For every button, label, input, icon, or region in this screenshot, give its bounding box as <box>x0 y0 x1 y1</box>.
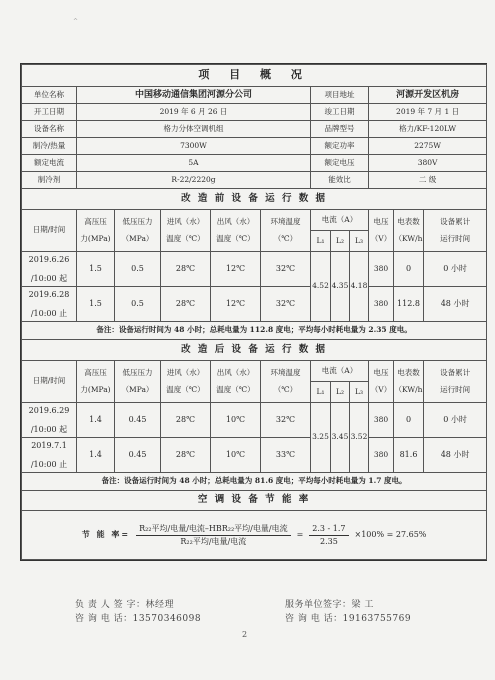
refrigerant-label: 制冷剂 <box>22 172 77 189</box>
section-title-saving: 空 调 设 备 节 能 率 <box>22 491 487 511</box>
header-high-pressure: 高压压 力(MPa) <box>77 361 115 403</box>
cell-high-pressure: 1.4 <box>77 438 115 473</box>
header-l3: L₃ <box>350 231 369 252</box>
header-inlet-temp: 进风（水） 温度（℃） <box>161 361 211 403</box>
cell-meter: 0 <box>394 403 424 438</box>
rated-power-label: 额定功率 <box>311 138 369 155</box>
header-voltage: 电压 （V） <box>369 361 394 403</box>
saving-result: ×100% = 27.65% <box>354 530 427 540</box>
header-l3: L₃ <box>350 382 369 403</box>
model: 格力/KF-120LW <box>369 121 487 138</box>
cooling: 7300W <box>77 138 311 155</box>
end-date-label: 竣工日期 <box>311 104 369 121</box>
cell-voltage: 380 <box>369 252 394 287</box>
cell-runtime: 48 小时 <box>424 438 487 473</box>
cell-high-pressure: 1.5 <box>77 252 115 287</box>
scan-mark: ^ <box>73 18 79 25</box>
cell-outlet-temp: 12℃ <box>211 287 261 322</box>
row-datetime: 2019.6.28 /10:00 止 <box>22 287 77 322</box>
cell-meter: 81.6 <box>394 438 424 473</box>
efficiency-label: 能效比 <box>311 172 369 189</box>
section-title-before: 改 造 前 设 备 运 行 数 据 <box>22 189 487 210</box>
project-overview-table <box>20 63 487 561</box>
header-runtime: 设备累计 运行时间 <box>424 361 487 403</box>
rated-voltage: 380V <box>369 155 487 172</box>
table-row <box>22 438 487 473</box>
cell-ambient-temp: 32℃ <box>261 287 311 322</box>
header-current: 电流（A） <box>311 210 369 231</box>
unit-name-label: 单位名称 <box>22 87 77 104</box>
cell-outlet-temp: 10℃ <box>211 438 261 473</box>
header-meter: 电表数 （KW/h <box>394 210 424 252</box>
page-title: 项 目 概 况 <box>22 65 487 87</box>
start-date-label: 开工日期 <box>22 104 77 121</box>
formula-equals: = <box>296 530 304 540</box>
saving-formula <box>22 511 487 560</box>
rated-current-label: 额定电流 <box>22 155 77 172</box>
header-outlet-temp: 出风（水） 温度（℃） <box>211 210 261 252</box>
header-ambient-temp: 环境温度 （℃） <box>261 361 311 403</box>
header-current: 电流（A） <box>311 361 369 382</box>
cell-ambient-temp: 32℃ <box>261 403 311 438</box>
header-runtime: 设备累计 运行时间 <box>424 210 487 252</box>
cooling-label: 制冷/热量 <box>22 138 77 155</box>
row-datetime: 2019.7.1 /10:00 止 <box>22 438 77 473</box>
cell-current-l2: 3.45 <box>331 403 350 473</box>
cell-inlet-temp: 28℃ <box>161 438 211 473</box>
header-meter: 电表数 （KW/h <box>394 361 424 403</box>
cell-meter: 0 <box>394 252 424 287</box>
cell-outlet-temp: 10℃ <box>211 403 261 438</box>
row-datetime: 2019.6.29 /10:00 起 <box>22 403 77 438</box>
cell-inlet-temp: 28℃ <box>161 403 211 438</box>
cell-inlet-temp: 28℃ <box>161 252 211 287</box>
header-inlet-temp: 进风（水） 温度（℃） <box>161 210 211 252</box>
model-label: 品牌型号 <box>311 121 369 138</box>
responsible-signature: 负 责 人 签 字：林经理 <box>75 600 174 610</box>
cell-inlet-temp: 28℃ <box>161 287 211 322</box>
header-l1: L₁ <box>311 382 331 403</box>
header-l2: L₂ <box>331 231 350 252</box>
header-low-pressure: 低压压力 （MPa） <box>115 361 161 403</box>
refrigerant: R-22/2220g <box>77 172 311 189</box>
row-datetime: 2019.6.26 /10:00 起 <box>22 252 77 287</box>
efficiency: 二 级 <box>369 172 487 189</box>
cell-low-pressure: 0.5 <box>115 252 161 287</box>
header-ambient-temp: 环境温度 （℃） <box>261 210 311 252</box>
service-signature: 服务单位签字：梁 工 <box>285 600 374 610</box>
cell-meter: 112.8 <box>394 287 424 322</box>
cell-current-l3: 4.18 <box>350 252 369 322</box>
cell-voltage: 380 <box>369 403 394 438</box>
rated-power: 2275W <box>369 138 487 155</box>
cell-ambient-temp: 32℃ <box>261 252 311 287</box>
note-before: 备注：设备运行时间为 48 小时；总耗电量为 112.8 度电；平均每小时耗电量为 2.35 度电。 <box>22 322 487 340</box>
saving-label: 节 能 率= <box>81 529 131 540</box>
cell-runtime: 0 小时 <box>424 403 487 438</box>
cell-high-pressure: 1.4 <box>77 403 115 438</box>
note-after: 备注：设备运行时间为 48 小时；总耗电量为 81.6 度电；平均每小时耗电量为 1.7 度电。 <box>22 473 487 491</box>
table-row <box>22 287 487 322</box>
header-datetime: 日期/时间 <box>22 361 77 403</box>
header-outlet-temp: 出风（水） 温度（℃） <box>211 361 261 403</box>
rated-current: 5A <box>77 155 311 172</box>
cell-low-pressure: 0.45 <box>115 438 161 473</box>
header-datetime: 日期/时间 <box>22 210 77 252</box>
formula-fraction <box>136 524 291 545</box>
cell-runtime: 0 小时 <box>424 252 487 287</box>
cell-runtime: 48 小时 <box>424 287 487 322</box>
cell-high-pressure: 1.5 <box>77 287 115 322</box>
table-row <box>22 252 487 287</box>
project-address-label: 项目地址 <box>311 87 369 104</box>
cell-voltage: 380 <box>369 287 394 322</box>
cell-low-pressure: 0.45 <box>115 403 161 438</box>
header-low-pressure: 低压压力 （MPa） <box>115 210 161 252</box>
cell-current-l2: 4.35 <box>331 252 350 322</box>
header-voltage: 电压 （V） <box>369 210 394 252</box>
calc-numerator: 2.3 - 1.7 <box>309 524 348 535</box>
rated-voltage-label: 额定电压 <box>311 155 369 172</box>
device-name: 格力分体空调机组 <box>77 121 311 138</box>
header-high-pressure: 高压压 力(MPa) <box>77 210 115 252</box>
cell-current-l3: 3.52 <box>350 403 369 473</box>
calc-fraction <box>309 524 348 545</box>
formula-numerator: R₂₂平均/电量/电流–HBR₂₂平均/电量/电流 <box>136 524 291 535</box>
device-name-label: 设备名称 <box>22 121 77 138</box>
header-l2: L₂ <box>331 382 350 403</box>
table-row <box>22 403 487 438</box>
section-title-after: 改 造 后 设 备 运 行 数 据 <box>22 340 487 361</box>
cell-current-l1: 3.25 <box>311 403 331 473</box>
right-phone: 咨 询 电 话：19163755769 <box>285 614 412 624</box>
cell-current-l1: 4.52 <box>311 252 331 322</box>
header-l1: L₁ <box>311 231 331 252</box>
cell-voltage: 380 <box>369 438 394 473</box>
formula-denominator: R₂₂平均/电量/电流 <box>180 536 247 546</box>
start-date: 2019 年 6 月 26 日 <box>77 104 311 121</box>
cell-low-pressure: 0.5 <box>115 287 161 322</box>
calc-denominator: 2.35 <box>319 536 338 546</box>
cell-outlet-temp: 12℃ <box>211 252 261 287</box>
left-phone: 咨 询 电 话：13570346098 <box>75 614 202 624</box>
unit-name: 中国移动通信集团河源分公司 <box>77 87 311 104</box>
cell-ambient-temp: 33℃ <box>261 438 311 473</box>
project-address: 河源开发区机房 <box>369 87 487 104</box>
page-number: 2 <box>242 630 248 639</box>
end-date: 2019 年 7 月 1 日 <box>369 104 487 121</box>
